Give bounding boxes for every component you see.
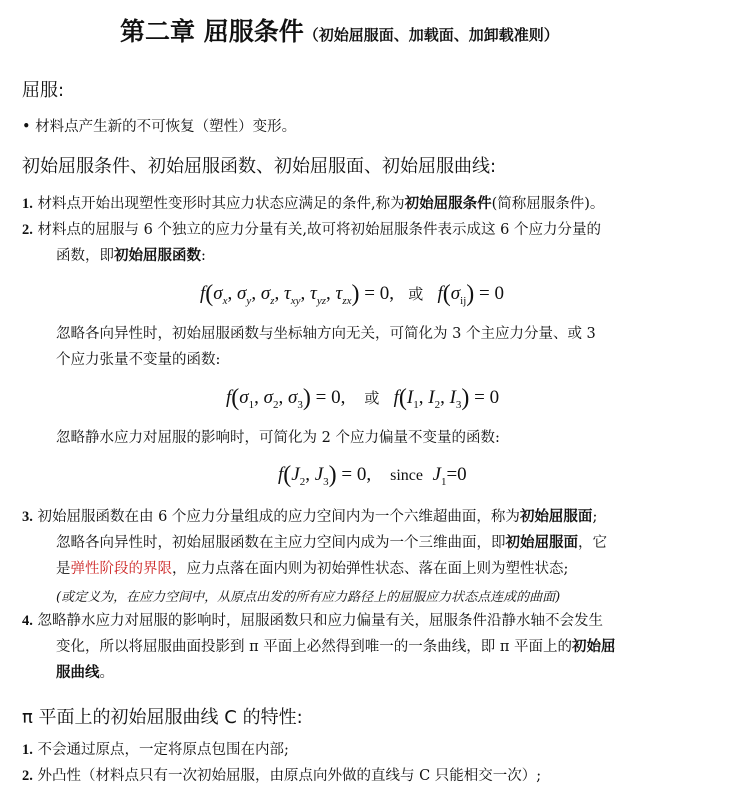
list-item-3-line3 — [56, 559, 568, 579]
list-item-4 — [22, 611, 603, 631]
highlight-elastic-limit: 弹性阶段的界限 — [70, 561, 172, 577]
note-anisotropy-line1: 忽略各向异性时，初始屈服函数与坐标轴方向无关，可简化为 3 个主应力分量、或 3 — [56, 326, 596, 342]
bullet: • — [22, 119, 31, 135]
list-item-pi-1 — [22, 740, 289, 760]
item-text: 变化，所以将屈服曲面投影到 π 平面上必然得到唯一的一条曲线，即 π 平面上的 — [56, 639, 572, 655]
term-initial-yield-surface: 初始屈服面 — [505, 534, 578, 551]
equation-yield-function: $f(\sigma_x$, $\sigma_y$, $\sigma_z$, $\tau_{xy}$, $\tau_{yz}$, $\tau_{zx}) = 0$, 或 $f(\sigma_{ij}) = 0$ — [200, 281, 504, 307]
item-text: 。 — [99, 665, 114, 681]
term-initial-yield-condition: 初始屈服条件 — [404, 195, 492, 212]
equation-since: since — [390, 467, 423, 484]
section-heading-pi-plane: π 平面上的初始屈服曲线 C 的特性: — [22, 707, 303, 728]
item-number: 2. — [22, 768, 33, 784]
title-main: 第二章 屈服条件 — [120, 17, 304, 46]
item-text: 外凸性（材料点只有一次初始屈服，由原点向外做的直线与 C 只能相交一次）; — [37, 768, 542, 784]
list-item-3-definition: (或定义为，在应力空间中，从原点出发的所有应力路径上的屈服应力状态点连成的曲面) — [56, 590, 561, 605]
term-initial-yield-surface: 初始屈服面 — [519, 508, 593, 525]
equation-deviatoric: $f(J_2$, $J_3) = 0$, since $J_1=0$ — [278, 462, 467, 488]
term-initial-yield-curve: 初始屈 — [572, 638, 616, 655]
equation-rhs: = 0 — [479, 283, 504, 304]
item-number: 1. — [22, 742, 33, 758]
equation-or: 或 — [408, 285, 424, 303]
item-text: 材料点开始出现塑性变形时其应力状态应满足的条件,称为 — [37, 196, 405, 212]
list-item-3-line2 — [56, 533, 607, 553]
item-text: : — [201, 248, 206, 264]
item-text: ，它 — [578, 535, 607, 551]
note-anisotropy-line2: 个应力张量不变量的函数: — [56, 352, 221, 368]
item-text: 初始屈服函数在由 6 个应力分量组成的应力空间内为一个六维超曲面，称为 — [37, 509, 520, 525]
item-text: 不会通过原点，一定将原点包围在内部; — [37, 742, 289, 758]
list-item-4-line2 — [56, 637, 616, 657]
equation-rhs: = 0 — [474, 387, 500, 408]
equation-principal-stress: $f(\sigma_1$, $\sigma_2$, $\sigma_3) = 0$, 或 $f(I_1$, $I_2$, $I_3) = 0$ — [226, 385, 500, 411]
yield-definition — [22, 117, 296, 137]
section-heading-initial-yield: 初始屈服条件、初始屈服函数、初始屈服面、初始屈服曲线: — [22, 156, 497, 177]
list-item-1 — [22, 194, 604, 214]
item-number: 2. — [22, 222, 33, 238]
item-text: ; — [592, 509, 598, 525]
item-number: 1. — [22, 196, 33, 212]
equation-or: 或 — [364, 389, 380, 407]
term-initial-yield-function: 初始屈服函数 — [114, 247, 201, 264]
item-text: 忽略静水应力对屈服的影响时，屈服函数只和应力偏量有关，屈服条件沿静水轴不会发生 — [37, 613, 603, 629]
item-text: 忽略各向异性时，初始屈服函数在主应力空间内成为一个三维曲面，即 — [56, 535, 506, 551]
item-text: ，应力点落在面内则为初始弹性状态、落在面上则为塑性状态; — [172, 561, 569, 577]
equation-rhs: =0 — [446, 464, 467, 485]
term-initial-yield-curve: 服曲线 — [56, 664, 100, 681]
list-item-4-line3 — [56, 663, 114, 683]
list-item-pi-2 — [22, 766, 541, 786]
title-subtitle: （初始屈服面、加载面、加卸载准则） — [303, 26, 559, 44]
equation-rhs: = 0, — [341, 464, 372, 485]
equation-rhs: = 0, — [315, 387, 346, 408]
list-item-2 — [22, 220, 601, 240]
page-title — [120, 12, 559, 48]
item-number: 3. — [22, 509, 33, 525]
item-text: 材料点的屈服与 6 个独立的应力分量有关,故可将初始屈服条件表示成这 6 个应力分量的 — [37, 222, 601, 238]
note-hydrostatic: 忽略静水应力对屈服的影响时，可简化为 2 个应力偏量不变量的函数: — [56, 430, 500, 446]
yield-definition-text: 材料点产生新的不可恢复（塑性）变形。 — [35, 119, 297, 135]
item-text: 函数，即 — [56, 248, 114, 264]
item-number: 4. — [22, 613, 33, 629]
equation-rhs: = 0, — [364, 283, 394, 304]
item-text: (简称屈服条件)。 — [491, 196, 605, 212]
section-heading-yield: 屈服: — [22, 80, 65, 101]
list-item-2-line2 — [56, 246, 206, 266]
item-text: 是 — [56, 561, 71, 577]
list-item-3 — [22, 507, 597, 527]
